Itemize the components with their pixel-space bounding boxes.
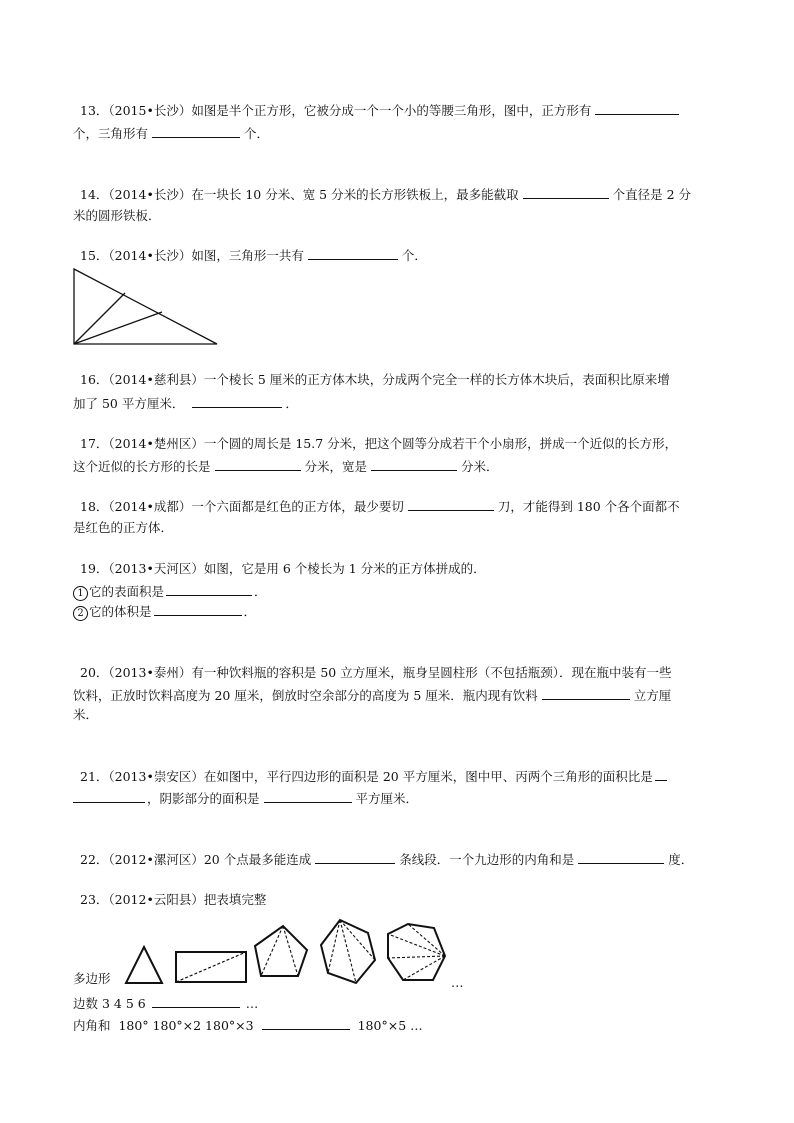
q23-row-sides: 边数 3 4 5 6 … bbox=[73, 996, 259, 1011]
q23-row-angles: 内角和 180° 180°×2 180°×3 180°×5 … bbox=[73, 1018, 423, 1033]
q21-line2: ，阴影部分的面积是 平方厘米． bbox=[73, 790, 418, 807]
q22-blank-segments[interactable] bbox=[315, 851, 395, 864]
q23-polygon-figures bbox=[118, 918, 458, 990]
q15-blank[interactable] bbox=[308, 247, 398, 260]
circled-number-2: 2 bbox=[73, 606, 88, 621]
q20-line1: 20．（2013•泰州）有一种饮料瓶的容积是 50 立方厘米，瓶身呈圆柱形（不包括瓶颈）．现在瓶中装有一些 bbox=[80, 665, 672, 680]
q17-blank-length[interactable] bbox=[215, 458, 301, 471]
triangle-shape bbox=[126, 947, 162, 983]
q20-line2: 饮料，正放时饮料高度为 20 厘米，倒放时空余部分的高度为 5 厘米．瓶内现有饮料 立方厘 bbox=[73, 688, 672, 703]
q18-line2: 是红色的正方体． bbox=[73, 520, 174, 535]
q22-line: 22．（2012•漯河区）20 个点最多能连成 条线段．一个九边形的内角和是 度． bbox=[80, 852, 694, 867]
q17-line1: 17．（2014•楚州区）一个圆的周长是 15.7 分米，把这个圆等分成若干个小扇形，拼成一个近似的长方形， bbox=[80, 436, 678, 451]
q16-blank[interactable] bbox=[192, 395, 282, 408]
q17-line2: 这个近似的长方形的长是 分米，宽是 分米． bbox=[73, 459, 499, 474]
q18-blank[interactable] bbox=[408, 498, 494, 511]
q19-line1: 19．（2013•天河区）如图，它是用 6 个棱长为 1 分米的正方体拼成的． bbox=[80, 561, 486, 576]
q19-sub2: 2 它的体积是 ． bbox=[73, 603, 256, 621]
q21-blank-ratio-start[interactable] bbox=[655, 768, 667, 781]
q13-line1: 13．（2015•长沙）如图是半个正方形，它被分成一个一个小的等腰三角形，图中，正方形有 bbox=[80, 102, 679, 119]
circled-number-1: 1 bbox=[73, 586, 88, 601]
q23-blank-sides[interactable] bbox=[152, 995, 240, 1008]
q18-line1: 18．（2014•成都）一个六面都是红色的正方体，最少要切 刀，才能得到 180 个各个面都不 bbox=[80, 499, 680, 514]
q23-title: 23．（2012•云阳县）把表填完整 bbox=[80, 892, 267, 907]
q21-line1: 21．（2013•崇安区）在如图中，平行四边形的面积是 20 平方厘米，图中甲、丙两个三角形的面积比是 bbox=[80, 768, 667, 785]
q22-blank-angle-sum[interactable] bbox=[578, 851, 664, 864]
q21-blank-ratio[interactable] bbox=[73, 790, 145, 803]
q14-line1: 14．（2014•长沙）在一块长 10 分米、宽 5 分米的长方形铁板上，最多能截取 个直径是 2 分 bbox=[80, 187, 692, 202]
q19-blank-area[interactable] bbox=[166, 583, 252, 596]
q13-line2: 个，三角形有 个． bbox=[73, 126, 270, 141]
q23-row1-ellipsis: … bbox=[451, 975, 464, 990]
q14-line2: 米的圆形铁板． bbox=[73, 208, 161, 223]
q14-blank[interactable] bbox=[523, 186, 609, 199]
pentagon-shape bbox=[255, 926, 307, 976]
q15-triangle-figure bbox=[73, 268, 221, 348]
q19-blank-volume[interactable] bbox=[154, 603, 242, 616]
q20-blank[interactable] bbox=[542, 687, 630, 700]
q15-line: 15．（2014•长沙）如图，三角形一共有 个． bbox=[80, 248, 427, 263]
q23-blank-angles[interactable] bbox=[262, 1017, 350, 1030]
q16-line2: 加了 50 平方厘米． ． bbox=[73, 396, 298, 411]
q17-blank-width[interactable] bbox=[371, 458, 457, 471]
q13-blank-squares[interactable] bbox=[595, 102, 679, 115]
heptagon-shape bbox=[388, 924, 445, 980]
q13-blank-triangles[interactable] bbox=[152, 125, 240, 138]
q23-row-polygon: 多边形 bbox=[73, 971, 111, 986]
q16-line1: 16．（2014•慈利县）一个棱长 5 厘米的正方体木块，分成两个完全一样的长方体木块后，表面积比原来增 bbox=[80, 372, 670, 387]
q21-blank-shaded[interactable] bbox=[264, 790, 352, 803]
q20-line3: 米． bbox=[73, 707, 99, 722]
q19-sub1: 1 它的表面积是 ． bbox=[73, 583, 267, 601]
